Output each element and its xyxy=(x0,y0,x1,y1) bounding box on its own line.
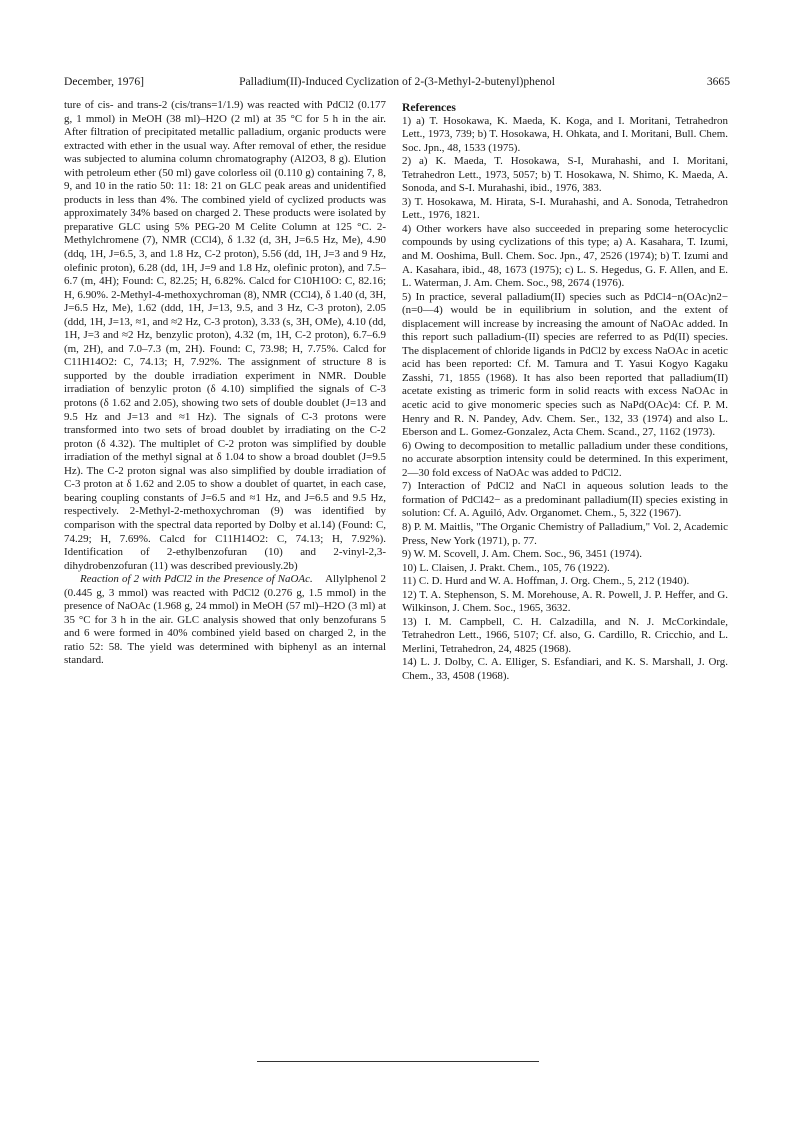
references-column xyxy=(402,101,728,684)
references-heading: References xyxy=(402,101,456,114)
end-rule xyxy=(257,1061,539,1062)
reference-item: 1) a) T. Hosokawa, K. Maeda, K. Koga, and I. Moritani, Tetrahedron Lett., 1973, 739; b) T. Hosokawa, H. Ohkata, and I. Moritani, Bull. Chem. Soc. Jpn., 48, 1533 (1975). xyxy=(402,114,728,154)
reference-item: 13) I. M. Campbell, C. H. Calzadilla, and N. J. McCorkindale, Tetrahedron Lett., 1966, 5107; Cf. also, G. Cardillo, R. Cricchio, and L. Merlini, Tetrahedron, 24, 4825 (1968). xyxy=(402,615,728,655)
reference-item: 4) Other workers have also succeeded in preparing some heterocyclic compounds by using cyclizations of this type; a) A. Kasahara, T. Izumi, and M. Ooshima, Bull. Chem. Soc. Jpn., 47, 2526 (1974); b) T. Izumi and A. Kasahara, ibid., 48, 1673 (1975); c) L. S. Hegedus, G. F. Allen, and E. L. Waterman, J. Am. Chem. Soc., 98, 2674 (1976). xyxy=(402,222,728,290)
naoac-heading: Reaction of 2 with PdCl2 in the Presence of NaOAc. xyxy=(80,573,313,586)
reference-item: 6) Owing to decomposition to metallic palladium under these conditions, no accurate absorption intensity could be determined. In this experiment, 2—30 fold excess of NaOAc was added to PdCl2. xyxy=(402,439,728,479)
page-number: 3665 xyxy=(706,75,730,88)
naoac-paragraph xyxy=(64,573,386,668)
experimental-paragraph: ture of cis- and trans-2 (cis/trans=1/1.9) was reacted with PdCl2 (0.177 g, 1 mmol) in MeOH (38 ml)–H2O (2 ml) at 35 °C for 5 h in the air. After filtration of precipitated metallic palladium, organic products were extracted with ether in the usual way. After removal of ether, the residue was subjected to alumina column chromatography (Al2O3, 8 g). Elution with petroleum ether (50 ml) gave colorless oil (0.110 g) containing 7, 8, 9, and 10 in the ratio 50: 11: 18: 21 on GLC peak areas and unidentified products in less than 4%. The combined yield of cyclized products was approximately 34% based on charged 2. These products were isolated by preparative GLC using 5% PEG-20 M Celite Column at 125 °C. 2-Methylchromene (7), NMR (CCl4), δ 1.32 (d, 3H, J=6.5 Hz, Me), 4.90 (ddq, 1H, J=6.5, 3, and 1.8 Hz, C-2 proton), 5.56 (dd, 1H, J=3 and 9 Hz, olefinic proton), 6.28 (dd, 1H, J=9 and 1.8 Hz, olefinic proton), and 7.5–6.7 (m, 4H); Found: C, 82.25; H, 6.82%. Calcd for C10H10O: C, 82.16; H, 6.90%. 2-Methyl-4-methoxychroman (8), NMR (CCl4), δ 1.40 (d, 3H, J=6.5 Hz, Me), 1.62 (ddd, 1H, J=13, 9.5, and 3 Hz, C-3 proton), 2.05 (ddd, 1H, J=13, ≈1, and ≈2 Hz, C-3 proton), 3.33 (s, 3H, OMe), 4.10 (dd, 1H, J=3 and ≈2 Hz, benzylic proton), 4.32 (m, 1H, C-2 proton), 6.7–6.9 (m, 2H), and 7.0–7.3 (m, 2H). Found: C, 73.98; H, 7.75%. Calcd for C11H14O2: C, 74.13; H, 7.92%. The assignment of structure 8 is supported by the double irradiation experiment in NMR. Double irradiation of benzylic proton (δ 4.10) simplified the signals of C-3 protons (δ 1.62 and 2.05), showing two sets of double doublet (J=13 and 9.5 Hz and J=13 and ≈1 Hz). The signals of C-3 protons were transformed into two sets of broad doublet by irradiating on the C-2 proton (δ 4.32). The multiplet of C-2 proton was simplified by double irradiation of the methyl signal at δ 1.04 to show a broad doublet (J=9.5 Hz). The C-2 proton signal was also simplified by double irradiation of C-3 proton at δ 1.62 and 2.05 to show a doublet of quartet, in each case, bearing coupling constants of J=6.5 and ≈1 Hz, and J=6.5 and 9.5 Hz, respectively. 2-Methyl-2-methoxychroman (9) was identified by comparison with the spectral data reported by Dolby et al.14) (Found: C, 74.29; H, 7.69%. Calcd for C11H14O2: C, 74.13; H, 7.92%). Identification of 2-ethylbenzofuran (10) and 2-vinyl-2,3-dihydrobenzofuran (11) was described previously.2b) xyxy=(64,99,386,572)
naoac-text: Allylphenol 2 (0.445 g, 3 mmol) was reacted with PdCl2 (0.276 g, 1.5 mmol) in the presence of NaOAc (1.968 g, 24 mmol) in MeOH (57 ml)–H2O (3 ml) at 35 °C for 3 h in the air. GLC analysis showed that only benzofurans 5 and 6 were formed in 40% combined yield based on charged 2, in the ratio 52: 58. The yield was determined with biphenyl as an internal standard. xyxy=(64,573,386,667)
reference-item: 12) T. A. Stephenson, S. M. Morehouse, A. R. Powell, J. P. Heffer, and G. Wilkinson, J. Chem. Soc., 1965, 3632. xyxy=(402,588,728,615)
reference-item: 9) W. M. Scovell, J. Am. Chem. Soc., 96, 3451 (1974). xyxy=(402,548,643,561)
reference-item: 2) a) K. Maeda, T. Hosokawa, S-I, Murahashi, and I. Moritani, Tetrahedron Lett., 1973, 5057; b) T. Hosokawa, N. Shimo, K. Maeda, A. Sonoda, and S-I. Murahashi, ibid., 1976, 383. xyxy=(402,155,728,195)
reference-item: 8) P. M. Maitlis, "The Organic Chemistry of Palladium," Vol. 2, Academic Press, New York (1971), p. 77. xyxy=(402,520,728,547)
reference-item: 11) C. D. Hurd and W. A. Hoffman, J. Org. Chem., 5, 212 (1940). xyxy=(402,575,690,588)
reference-item: 3) T. Hosokawa, M. Hirata, S-I. Murahashi, and A. Sonoda, Tetrahedron Lett., 1976, 1821. xyxy=(402,195,728,222)
reference-item: 10) L. Claisen, J. Prakt. Chem., 105, 76 (1922). xyxy=(402,561,610,574)
running-header xyxy=(64,74,730,90)
reference-item: 14) L. J. Dolby, C. A. Elliger, S. Esfandiari, and K. S. Marshall, J. Org. Chem., 33, 4508 (1968). xyxy=(402,656,728,682)
header-date: December, 1976] xyxy=(64,75,145,88)
left-column xyxy=(64,99,386,668)
reference-item: 7) Interaction of PdCl2 and NaCl in aqueous solution leads to the formation of PdCl42− as a predominant palladium(II) species existing in solution: Cf. A. Aguiló, Adv. Organomet. Chem., 5, 322 (1967). xyxy=(402,480,728,520)
reference-item: 5) In practice, several palladium(II) species such as PdCl4−n(OAc)n2− (n=0—4) would be in equilibrium in solution, and the extent of displacement will increase by increasing the amount of NaOAc added. In this report such palladium-(II) species are referred to as Pd(II) species. The displacement of chloride ligands in PdCl2 by excess NaOAc in acetic acid has been reported: Cf. M. Tamura and T. Yasui Kogyo Kagaku Zasshi, 71, 1855 (1968). It has also been reported that palladium(II) acetate existing as trimeric form in solid reacts with excess NaOAc in acetic acid to give monomeric species such as NaPd(OAc)4: Cf. P. M. Henry and R. N. Pandey, Adv. Chem. Ser., 132, 33 (1974) and also L. Eberson and L. Gomez-Gonzalez, Acta Chem. Scand., 27, 1162 (1973). xyxy=(402,290,728,439)
header-title: Palladium(II)-Induced Cyclization of 2-(3-Methyl-2-butenyl)phenol xyxy=(239,75,555,88)
